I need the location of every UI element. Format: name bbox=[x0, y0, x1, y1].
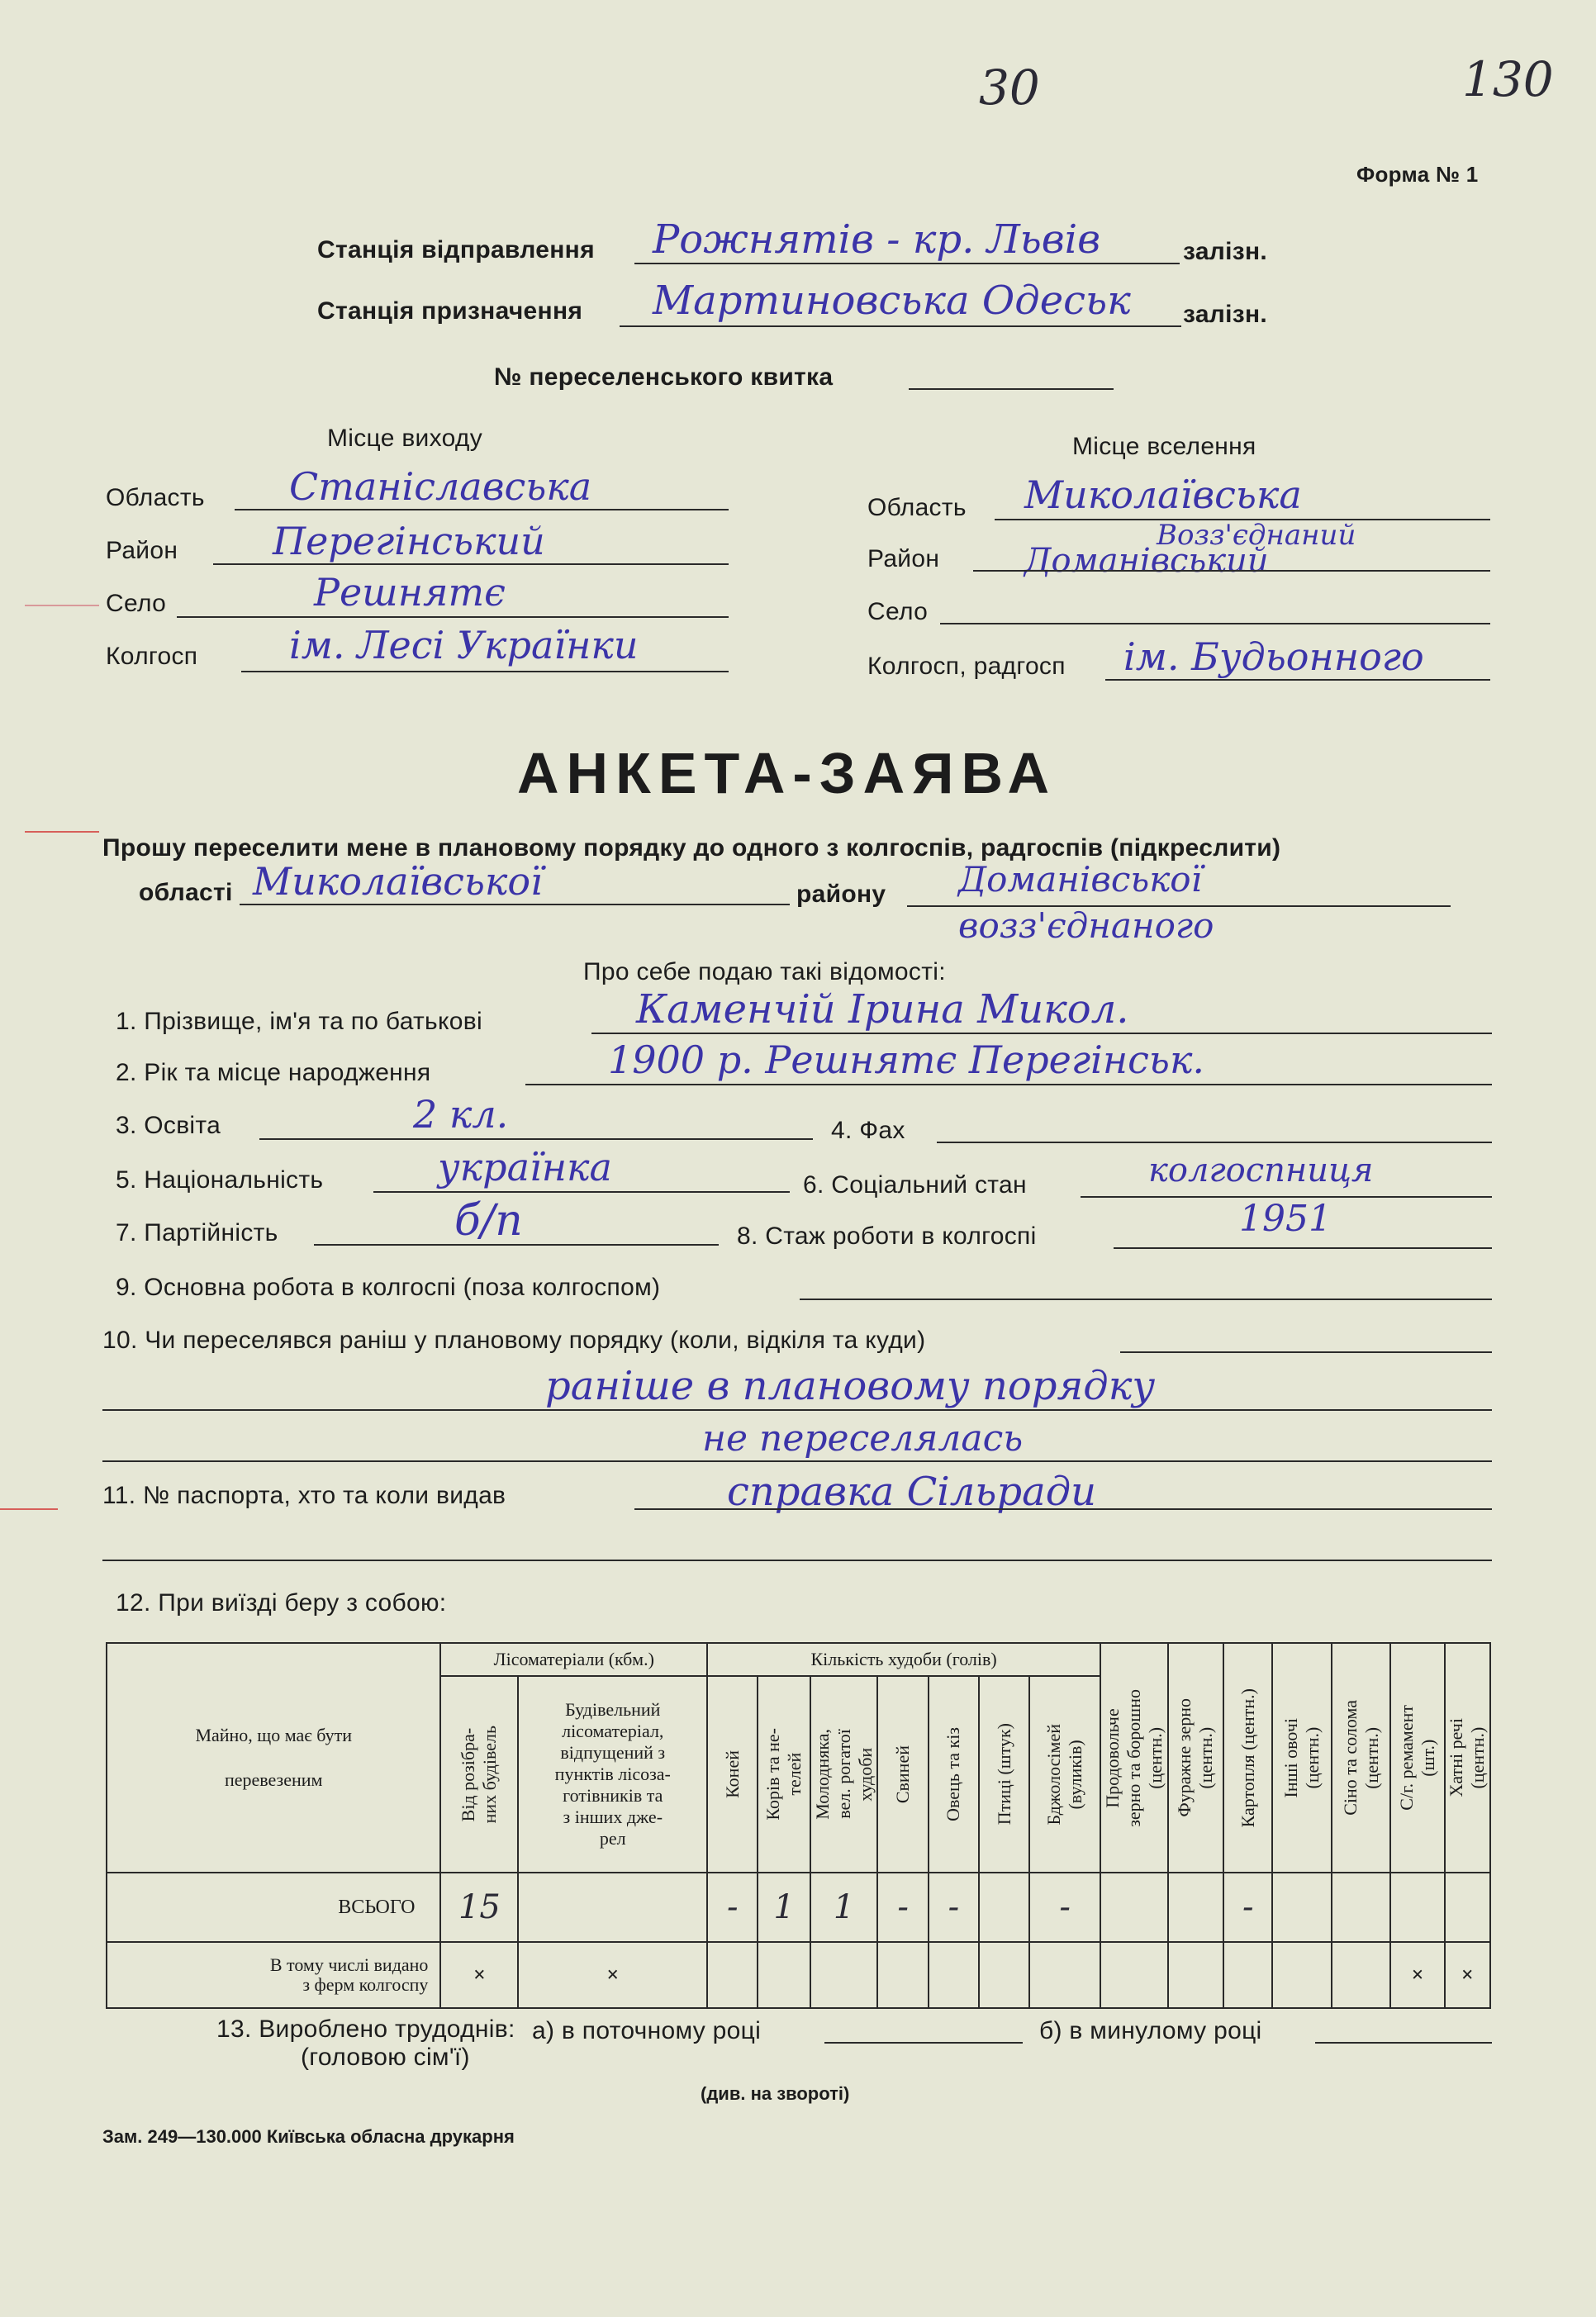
origin-selo-line bbox=[177, 616, 729, 618]
ticket-number-line bbox=[909, 388, 1114, 390]
request-oblast-label: області bbox=[139, 879, 233, 906]
field8-line bbox=[1114, 1247, 1492, 1249]
request-raion-value: Доманівської bbox=[958, 859, 1203, 900]
total-bees: - bbox=[1029, 1873, 1100, 1942]
destination-kolhosp-line bbox=[1105, 679, 1490, 681]
field10-line-c bbox=[102, 1460, 1492, 1462]
field7-value: б/п bbox=[454, 1196, 523, 1246]
origin-heading: Місце виходу bbox=[327, 425, 483, 452]
field5-label: 5. Національність bbox=[116, 1166, 324, 1194]
col-building: Будівельний лісоматеріал, відпущений з пунктів лісоза- готівників та з інших дже- рел bbox=[518, 1676, 707, 1873]
origin-oblast-label: Область bbox=[106, 484, 205, 511]
total-potato: - bbox=[1223, 1873, 1272, 1942]
col-property: Майно, що має бути перевезеним bbox=[107, 1643, 440, 1873]
see-back-note: (див. на звороті) bbox=[701, 2083, 850, 2104]
issued-household: × bbox=[1445, 1942, 1490, 2008]
col-sheep: Овець та кіз bbox=[929, 1676, 979, 1873]
group-timber: Лісоматеріали (кбм.) bbox=[440, 1643, 707, 1676]
origin-oblast-value: Станіславська bbox=[289, 464, 592, 509]
field5-line bbox=[373, 1191, 790, 1193]
origin-kolhosp-label: Колгосп bbox=[106, 643, 198, 670]
destination-station-suffix: залізн. bbox=[1183, 301, 1268, 328]
issued-building: × bbox=[518, 1942, 707, 2008]
field10-line-b bbox=[102, 1409, 1492, 1411]
margin-tick bbox=[25, 831, 99, 833]
destination-heading: Місце вселення bbox=[1072, 433, 1256, 460]
total-tools bbox=[1390, 1873, 1444, 1942]
origin-raion-value: Перегінський bbox=[273, 519, 545, 563]
request-raion-label: району bbox=[796, 881, 886, 908]
margin-tick bbox=[25, 605, 99, 606]
field4-line bbox=[937, 1142, 1492, 1143]
destination-raion-line bbox=[973, 570, 1490, 572]
issued-dismantled: × bbox=[440, 1942, 518, 2008]
field13-current-label: а) в поточному році bbox=[532, 2017, 762, 2044]
field2-line bbox=[525, 1084, 1492, 1085]
origin-selo-label: Село bbox=[106, 590, 167, 617]
request-raion-value2: возз'єднаного bbox=[958, 905, 1214, 946]
corner-number-handwritten: 130 bbox=[1462, 51, 1554, 107]
field12-label: 12. При виїзді беру з собою: bbox=[116, 1589, 447, 1617]
field13-label: 13. Вироблено трудоднів: bbox=[216, 2016, 515, 2043]
destination-station-line bbox=[620, 325, 1181, 327]
field13-sub: (головою сім'ї) bbox=[301, 2044, 470, 2071]
field5-value: українка bbox=[438, 1145, 612, 1189]
total-veg bbox=[1272, 1873, 1331, 1942]
origin-kolhosp-line bbox=[241, 671, 729, 672]
total-horses: - bbox=[707, 1873, 758, 1942]
field9-label: 9. Основна робота в колгоспі (поза колгоспом) bbox=[116, 1274, 661, 1301]
field9-line bbox=[800, 1299, 1492, 1300]
field11-line-b bbox=[102, 1560, 1492, 1561]
col-veg: Інші овочі (центн.) bbox=[1272, 1643, 1331, 1873]
printer-footer: Зам. 249—130.000 Київська обласна друкарня bbox=[102, 2126, 515, 2147]
destination-oblast-value: Миколаївська bbox=[1024, 472, 1302, 517]
destination-raion-value-above: Возз'єднаний bbox=[1157, 519, 1356, 552]
field11-value: справка Сільради bbox=[727, 1469, 1097, 1515]
destination-kolhosp-label: Колгосп, радгосп bbox=[867, 653, 1066, 680]
total-pigs: - bbox=[877, 1873, 928, 1942]
origin-selo-value: Решнятє bbox=[314, 570, 506, 615]
destination-kolhosp-value: ім. Будьонного bbox=[1123, 634, 1424, 679]
total-young: 1 bbox=[810, 1873, 878, 1942]
row-issued-label: В тому числі видано з ферм колгоспу bbox=[107, 1942, 440, 2008]
destination-raion-label: Район bbox=[867, 545, 940, 572]
request-oblast-line bbox=[240, 904, 790, 905]
col-cows: Корів та не- телей bbox=[758, 1676, 810, 1873]
col-bees: Бджолосімей (вуликів) bbox=[1029, 1676, 1100, 1873]
field7-line bbox=[314, 1244, 719, 1246]
intro-text: Про себе подаю такі відомості: bbox=[583, 958, 946, 985]
total-household bbox=[1445, 1873, 1490, 1942]
request-oblast-value: Миколаївської bbox=[253, 859, 543, 904]
departure-station-suffix: залізн. bbox=[1183, 238, 1268, 265]
field3-label: 3. Освіта bbox=[116, 1112, 221, 1139]
field7-label: 7. Партійність bbox=[116, 1219, 278, 1246]
total-cows: 1 bbox=[758, 1873, 810, 1942]
departure-station-line bbox=[634, 263, 1180, 264]
total-fodder bbox=[1168, 1873, 1223, 1942]
col-potato: Картопля (центн.) bbox=[1223, 1643, 1272, 1873]
total-hay bbox=[1332, 1873, 1390, 1942]
field13-previous-line bbox=[1315, 2042, 1492, 2044]
destination-raion-value: Доманівський bbox=[1024, 542, 1269, 580]
field10-line-a bbox=[1120, 1351, 1492, 1353]
destination-station-label: Станція призначення bbox=[317, 297, 583, 325]
field11-label: 11. № паспорта, хто та коли видав bbox=[102, 1482, 506, 1509]
field10-value1: раніше в плановому порядку bbox=[545, 1363, 1156, 1409]
form-number-label: Форма № 1 bbox=[1356, 162, 1479, 187]
col-grain: Продовольче зерно та борошно (центн.) bbox=[1100, 1643, 1168, 1873]
field10-value2: не переселялась bbox=[702, 1417, 1024, 1460]
origin-raion-label: Район bbox=[106, 537, 178, 564]
departure-station-label: Станція відправлення bbox=[317, 236, 595, 264]
field6-label: 6. Соціальний стан bbox=[803, 1171, 1027, 1199]
field8-label: 8. Стаж роботи в колгоспі bbox=[737, 1223, 1037, 1250]
col-household: Хатні речі (центн.) bbox=[1445, 1643, 1490, 1873]
items-table bbox=[106, 1642, 1491, 2009]
col-hay: Сіно та солома (центн.) bbox=[1332, 1643, 1390, 1873]
field13-previous-label: б) в минулому році bbox=[1039, 2017, 1262, 2044]
field4-label: 4. Фах bbox=[831, 1117, 905, 1144]
field13-current-line bbox=[824, 2042, 1023, 2044]
ticket-number-label: № переселенського квитка bbox=[494, 363, 834, 391]
row-total-label: ВСЬОГО bbox=[107, 1873, 440, 1942]
field1-label: 1. Прізвище, ім'я та по батькові bbox=[116, 1008, 482, 1035]
field2-label: 2. Рік та місце народження bbox=[116, 1059, 431, 1086]
total-grain bbox=[1100, 1873, 1168, 1942]
origin-raion-line bbox=[213, 563, 729, 565]
total-sheep: - bbox=[929, 1873, 979, 1942]
issued-tools: × bbox=[1390, 1942, 1444, 2008]
col-birds: Птиці (штук) bbox=[979, 1676, 1029, 1873]
field10-label: 10. Чи переселявся раніш у плановому порядку (коли, відкіля та куди) bbox=[102, 1327, 926, 1354]
field11-line-a bbox=[634, 1508, 1492, 1510]
col-horses: Коней bbox=[707, 1676, 758, 1873]
document-title: АНКЕТА-ЗАЯВА bbox=[517, 741, 1057, 805]
destination-selo-line bbox=[940, 623, 1490, 624]
col-pigs: Свиней bbox=[877, 1676, 928, 1873]
margin-tick bbox=[0, 1508, 58, 1510]
origin-oblast-line bbox=[235, 509, 729, 510]
request-text: Прошу переселити мене в плановому порядку до одного з колгоспів, радгоспів (підкреслити) bbox=[102, 834, 1281, 862]
col-young: Молодняка, вел. рогатої худоби bbox=[810, 1676, 878, 1873]
group-cattle: Кількість худоби (голів) bbox=[707, 1643, 1100, 1676]
field8-value: 1951 bbox=[1239, 1198, 1332, 1240]
col-fodder: Фуражне зерно (центн.) bbox=[1168, 1643, 1223, 1873]
total-dismantled: 15 bbox=[440, 1873, 518, 1942]
destination-oblast-label: Область bbox=[867, 494, 967, 521]
field3-value: 2 кл. bbox=[413, 1092, 509, 1137]
field2-value: 1900 р. Решнятє Перегінськ. bbox=[608, 1037, 1205, 1082]
departure-station-value: Рожнятів - кр. Львів bbox=[653, 216, 1101, 263]
field1-value: Каменчій Ірина Микол. bbox=[636, 986, 1129, 1033]
field6-value: колгоспниця bbox=[1148, 1151, 1374, 1189]
total-building bbox=[518, 1873, 707, 1942]
total-birds bbox=[979, 1873, 1029, 1942]
origin-kolhosp-value: ім. Лесі Українки bbox=[289, 623, 639, 667]
field3-line bbox=[259, 1138, 813, 1140]
col-tools: С/г. ремамент (шт.) bbox=[1390, 1643, 1444, 1873]
page-number-handwritten: 30 bbox=[979, 59, 1040, 116]
col-dismantled: Від розібра- них будівель bbox=[440, 1676, 518, 1873]
destination-station-value: Мартиновська Одеськ bbox=[653, 278, 1131, 324]
destination-selo-label: Село bbox=[867, 598, 929, 625]
field1-line bbox=[591, 1033, 1492, 1034]
